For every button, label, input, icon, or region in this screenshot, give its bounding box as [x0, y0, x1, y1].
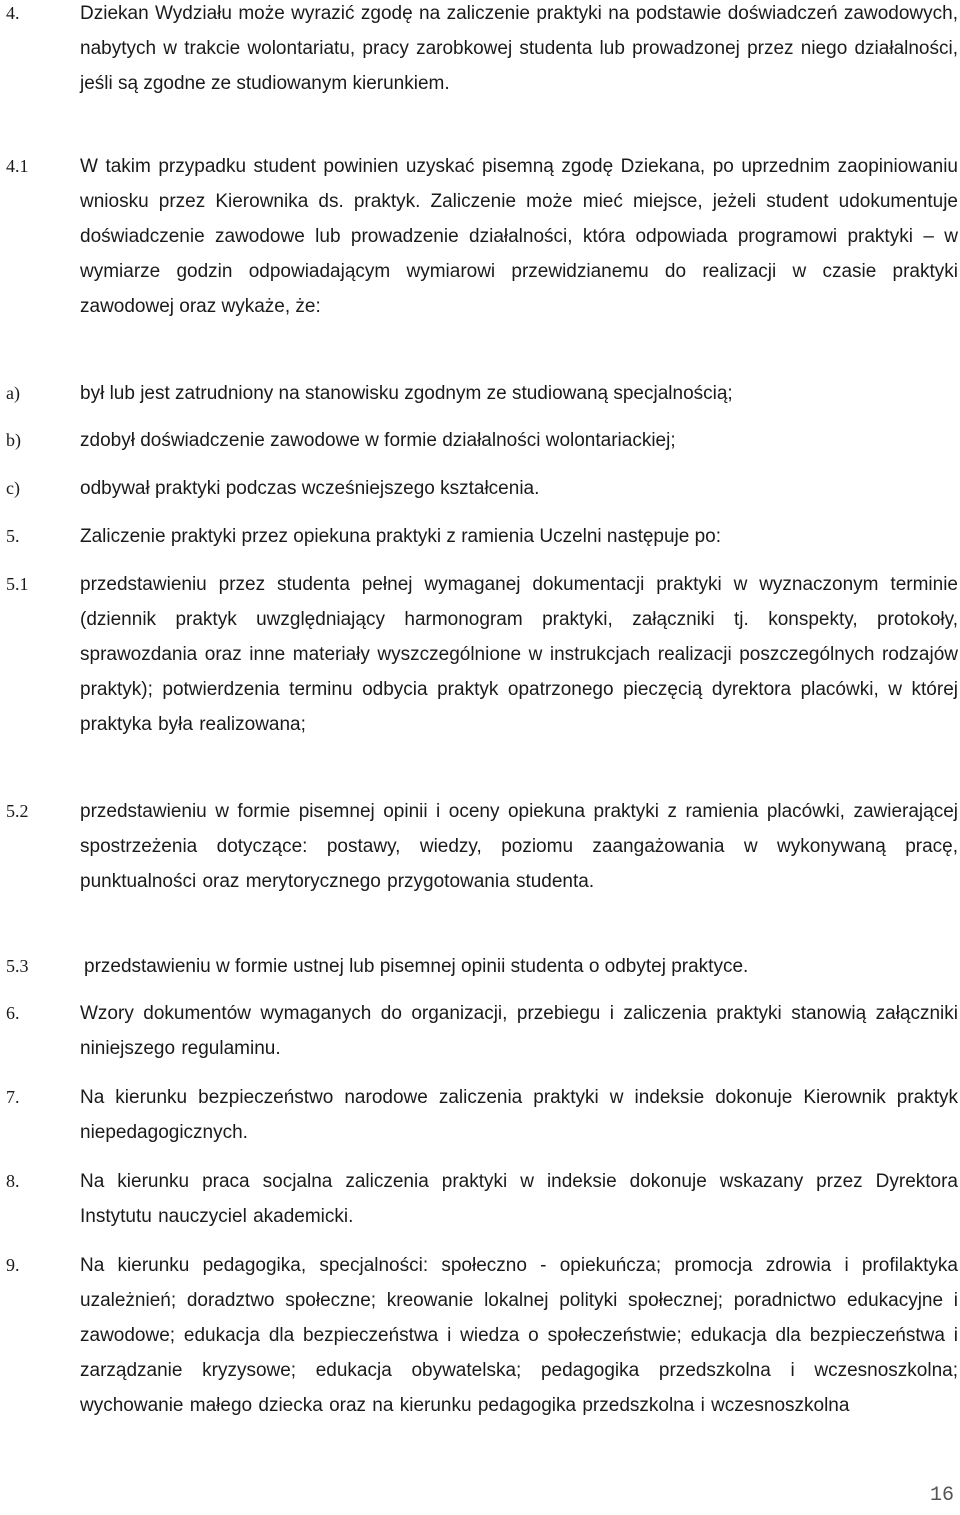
paragraph-9 — [6, 1248, 958, 1423]
item-text: zdobył doświadczenie zawodowe w formie działalności wolontariackiej; — [80, 430, 676, 451]
item-number: 4. — [6, 3, 20, 23]
item-number: 5. — [6, 526, 20, 546]
item-text: Na kierunku pedagogika, specjalności: społeczno - opiekuńcza; promocja zdrowia i profilaktyka uzależnień; doradztwo społeczne; kreowanie lokalnej polityki społecznej; poradnictwo edukacyjne i zawodowe; edukacja dla bezpieczeństwa i wiedza o społeczeństwie; edukacja dla bezpieczeństwa i zarządzanie kryzysowe; edukacja obywatelska; pedagogika przedszkolna i wczesnoszkolna; wychowanie małego dziecka oraz na kierunku pedagogika przedszkolna i wczesnoszkolna — [80, 1255, 958, 1416]
item-letter: b) — [6, 430, 21, 450]
item-text: odbywał praktyki podczas wcześniejszego kształcenia. — [80, 478, 540, 499]
item-number: 8. — [6, 1171, 20, 1191]
page-number: 16 — [929, 1484, 954, 1507]
item-number: 6. — [6, 1003, 20, 1023]
list-item-c — [6, 471, 958, 506]
item-text: Zaliczenie praktyki przez opiekuna praktyki z ramienia Uczelni następuje po: — [80, 526, 722, 547]
paragraph-4-1 — [6, 149, 958, 324]
item-number: 9. — [6, 1255, 20, 1275]
item-text: Na kierunku praca socjalna zaliczenia praktyki w indeksie dokonuje wskazany przez Dyrektora Instytutu nauczyciel akademicki. — [80, 1171, 958, 1227]
item-number: 4.1 — [6, 156, 29, 176]
paragraph-5-1 — [6, 567, 958, 742]
paragraph-7 — [6, 1080, 958, 1150]
item-text: był lub jest zatrudniony na stanowisku zgodnym ze studiowaną specjalnością; — [80, 383, 733, 404]
item-text: przedstawieniu w formie ustnej lub pisemnej opinii studenta o odbytej praktyce. — [84, 956, 749, 977]
item-number: 5.3 — [6, 956, 29, 976]
item-text: przedstawieniu przez studenta pełnej wymaganej dokumentacji praktyki w wyznaczonym terminie (dziennik praktyk uwzględniający harmonogram praktyki, załączniki tj. konspekty, protokoły, sprawozdania oraz inne materiały wyszczególnione w instrukcjach realizacji poszczególnych rodzajów praktyk); potwierdzenia terminu odbycia praktyk opatrzonego pieczęcią dyrektora placówki, w której praktyka była realizowana; — [80, 574, 958, 735]
item-number: 5.1 — [6, 574, 29, 594]
list-item-a — [6, 376, 958, 411]
paragraph-4 — [6, 0, 958, 101]
paragraph-5-2 — [6, 794, 958, 899]
item-number: 5.2 — [6, 801, 29, 821]
item-letter: c) — [6, 478, 20, 498]
paragraph-5 — [6, 519, 958, 554]
item-number: 7. — [6, 1087, 20, 1107]
item-text: przedstawieniu w formie pisemnej opinii i oceny opiekuna praktyki z ramienia placówki, zawierającej spostrzeżenia dotyczące: postawy, wiedzy, poziomu zaangażowania w wykonywaną pracę, punktualności oraz merytorycznego przygotowania studenta. — [80, 801, 958, 892]
item-text: Dziekan Wydziału może wyrazić zgodę na zaliczenie praktyki na podstawie doświadczeń zawodowych, nabytych w trakcie wolontariatu, pracy zarobkowej studenta lub prowadzonej przez niego działalności, jeśli są zgodne ze studiowanym kierunkiem. — [80, 3, 958, 94]
paragraph-5-3 — [6, 949, 958, 984]
paragraph-6 — [6, 996, 958, 1066]
paragraph-8 — [6, 1164, 958, 1234]
item-text: Na kierunku bezpieczeństwo narodowe zaliczenia praktyki w indeksie dokonuje Kierownik praktyk niepedagogicznych. — [80, 1087, 958, 1143]
item-text: W takim przypadku student powinien uzyskać pisemną zgodę Dziekana, po uprzednim zaopiniowaniu wniosku przez Kierownika ds. praktyk. Zaliczenie może mieć miejsce, jeżeli student udokumentuje doświadczenie zawodowe lub prowadzenie działalności, która odpowiada programowi praktyki – w wymiarze godzin odpowiadającym wymiarowi przewidzianemu do realizacji w czasie praktyki zawodowej oraz wykaże, że: — [80, 156, 958, 317]
item-letter: a) — [6, 383, 20, 403]
list-item-b — [6, 423, 958, 458]
item-text: Wzory dokumentów wymaganych do organizacji, przebiegu i zaliczenia praktyki stanowią załączniki niniejszego regulaminu. — [80, 1003, 958, 1059]
